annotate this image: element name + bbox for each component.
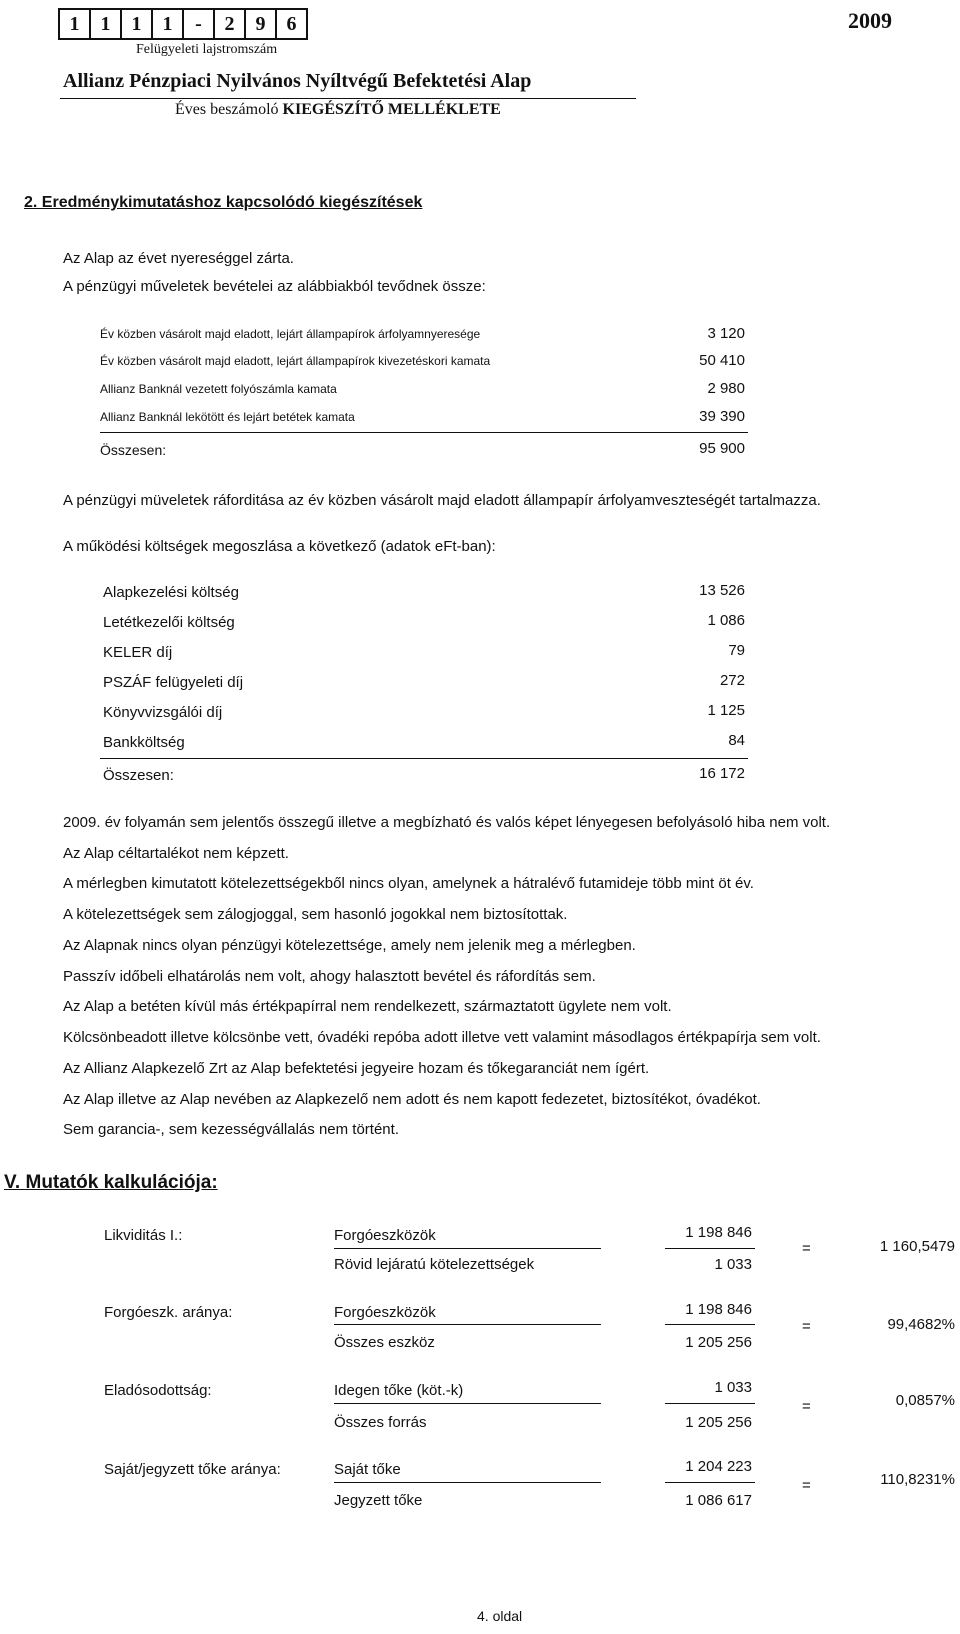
ratio-denominator-value: 1 086 617 <box>685 1492 752 1509</box>
cost-row-value: 79 <box>728 642 745 659</box>
header-rule <box>60 98 636 99</box>
report-subtitle <box>175 101 501 119</box>
income-row-value: 2 980 <box>707 380 745 397</box>
ratio-numerator-value: 1 204 223 <box>685 1458 752 1475</box>
ratio-denominator-value: 1 205 256 <box>685 1334 752 1351</box>
paragraph: Az Alap az évet nyereséggel zárta. <box>63 250 294 267</box>
fraction-rule <box>665 1403 755 1404</box>
fraction-rule <box>665 1482 755 1483</box>
income-row-label: Allianz Banknál lekötött és lejárt betétek kamata <box>100 410 355 424</box>
income-row-value: 3 120 <box>707 325 745 342</box>
income-row-label: Év közben vásárolt majd eladott, lejárt állampapírok kivezetéskori kamata <box>100 354 491 368</box>
ratio-name: Eladósodottság: <box>104 1382 212 1399</box>
cost-row-label: Alapkezelési költség <box>103 584 239 601</box>
reg-digit: 6 <box>286 12 297 35</box>
cost-row-label: Bankköltség <box>103 734 185 751</box>
ratio-name: Likviditás I.: <box>104 1227 183 1244</box>
cost-row-label: KELER díj <box>103 644 173 661</box>
reg-digit: 1 <box>122 10 153 38</box>
cost-row-label: Könyvvizsgálói díj <box>103 704 223 721</box>
ratio-numerator-value: 1 198 846 <box>685 1301 752 1318</box>
ratio-denominator-label: Összes forrás <box>334 1414 427 1431</box>
ratio-denominator-label: Jegyzett tőke <box>334 1492 423 1509</box>
statement-line: Az Alapnak nincs olyan pénzügyi kötelezettsége, amely nem jelenik meg a mérlegben. <box>63 937 636 954</box>
cost-total-rule <box>100 758 748 759</box>
registration-label: Felügyeleti lajstromszám <box>136 42 278 57</box>
statement-line: Passzív időbeli elhatárolás nem volt, ahogy halasztott bevétel és ráfordítás sem. <box>63 968 596 985</box>
cost-total-label: Összesen: <box>103 767 174 784</box>
page-number: 4. oldal <box>477 1608 523 1624</box>
report-subtitle-prefix: Éves beszámoló <box>175 101 279 118</box>
equals-sign: = <box>802 1398 811 1415</box>
income-row-value: 39 390 <box>699 408 745 425</box>
reg-digit: 1 <box>60 10 91 38</box>
ratio-result: 1 160,5479 <box>879 1238 955 1255</box>
fraction-rule <box>665 1248 755 1249</box>
reg-digit: 9 <box>246 10 277 38</box>
fraction-rule <box>334 1482 601 1483</box>
fraction-rule <box>334 1403 601 1404</box>
paragraph: A pénzügyi müveletek ráforditása az év közben vásárolt majd eladott állampapír árfolyamveszteségét tartalmazza. <box>63 492 821 509</box>
fraction-rule <box>334 1248 601 1249</box>
reg-digit: - <box>184 10 215 38</box>
statement-line: Az Alap illetve az Alap nevében az Alapkezelő nem adott és nem kapott fedezetet, biztosítékot, óvadékot. <box>63 1091 761 1108</box>
income-total-value: 95 900 <box>699 440 745 457</box>
statement-line: 2009. év folyamán sem jelentős összegű illetve a megbízható és valós képet lényegesen befolyásoló hiba nem volt. <box>63 814 831 831</box>
ratio-numerator-value: 1 033 <box>714 1379 752 1396</box>
ratio-result: 99,4682% <box>887 1316 955 1333</box>
cost-row-value: 1 125 <box>707 702 745 719</box>
reg-digit: 1 <box>91 10 122 38</box>
fraction-rule <box>334 1324 601 1325</box>
equals-sign: = <box>802 1240 811 1257</box>
section-5-heading: V. Mutatók kalkulációja: <box>4 1172 218 1193</box>
cost-total-value: 16 172 <box>699 765 745 782</box>
income-total-rule <box>100 432 748 433</box>
reg-digit: 1 <box>153 10 184 38</box>
equals-sign: = <box>802 1477 811 1494</box>
cost-row-label: Letétkezelői költség <box>103 614 235 631</box>
income-row-value: 50 410 <box>699 352 745 369</box>
report-subtitle-suffix: KIEGÉSZÍTŐ MELLÉKLETE <box>282 101 501 118</box>
statement-line: Az Allianz Alapkezelő Zrt az Alap befektetési jegyeire hozam és tőkegaranciát nem ígért. <box>63 1060 650 1077</box>
statement-line: A mérlegben kimutatott kötelezettségekből nincs olyan, amelynek a hátralévő futamideje több mint öt év. <box>63 875 754 892</box>
cost-row-value: 84 <box>728 732 745 749</box>
ratio-name: Saját/jegyzett tőke aránya: <box>104 1461 281 1478</box>
ratio-denominator-value: 1 205 256 <box>685 1414 752 1431</box>
statement-line: Az Alap céltartalékot nem képzett. <box>63 845 289 862</box>
ratio-numerator-label: Forgóeszközök <box>334 1304 436 1321</box>
ratio-numerator-label: Idegen tőke (köt.-k) <box>334 1382 464 1399</box>
cost-row-value: 13 526 <box>699 582 745 599</box>
statement-line: A kötelezettségek sem zálogjoggal, sem hasonló jogokkal nem biztosítottak. <box>63 906 568 923</box>
ratio-denominator-value: 1 033 <box>714 1256 752 1273</box>
ratio-numerator-value: 1 198 846 <box>685 1224 752 1241</box>
income-row-label: Év közben vásárolt majd eladott, lejárt állampapírok árfolyamnyeresége <box>100 327 481 341</box>
cost-row-value: 1 086 <box>707 612 745 629</box>
statement-line: Sem garancia-, sem kezességvállalás nem történt. <box>63 1121 399 1138</box>
report-year: 2009 <box>848 8 892 33</box>
income-total-label: Összesen: <box>100 442 167 458</box>
income-row-label: Allianz Banknál vezetett folyószámla kamata <box>100 382 337 396</box>
ratio-result: 0,0857% <box>895 1392 955 1409</box>
section-2-heading: 2. Eredménykimutatáshoz kapcsolódó kiegészítések <box>24 194 423 211</box>
ratio-denominator-label: Rövid lejáratú kötelezettségek <box>334 1256 535 1273</box>
ratio-name: Forgóeszk. aránya: <box>104 1304 233 1321</box>
cost-row-label: PSZÁF felügyeleti díj <box>103 674 244 691</box>
paragraph: A pénzügyi műveletek bevételei az alábbiakból tevődnek össze: <box>63 278 486 295</box>
statement-line: Az Alap a betéten kívül más értékpapírral nem rendelkezett, származtatott ügylete nem volt. <box>63 998 672 1015</box>
reg-digit: 2 <box>215 10 246 38</box>
cost-row-value: 272 <box>719 672 745 689</box>
ratio-numerator-label: Saját tőke <box>334 1461 401 1478</box>
paragraph: A működési költségek megoszlása a következő (adatok eFt-ban): <box>63 538 496 555</box>
ratio-result: 110,8231% <box>880 1471 955 1488</box>
statement-line: Kölcsönbeadott illetve kölcsönbe vett, óvadéki repóba adott illetve vett valamint másodlagos értékpapírja sem volt. <box>63 1029 821 1046</box>
ratio-numerator-label: Forgóeszközök <box>334 1227 436 1244</box>
fund-name: Allianz Pénzpiaci Nyilvános Nyíltvégű Befektetési Alap <box>63 70 532 92</box>
registration-number-box <box>58 8 308 40</box>
ratio-denominator-label: Összes eszköz <box>334 1334 435 1351</box>
fraction-rule <box>665 1324 755 1325</box>
equals-sign: = <box>802 1318 811 1335</box>
